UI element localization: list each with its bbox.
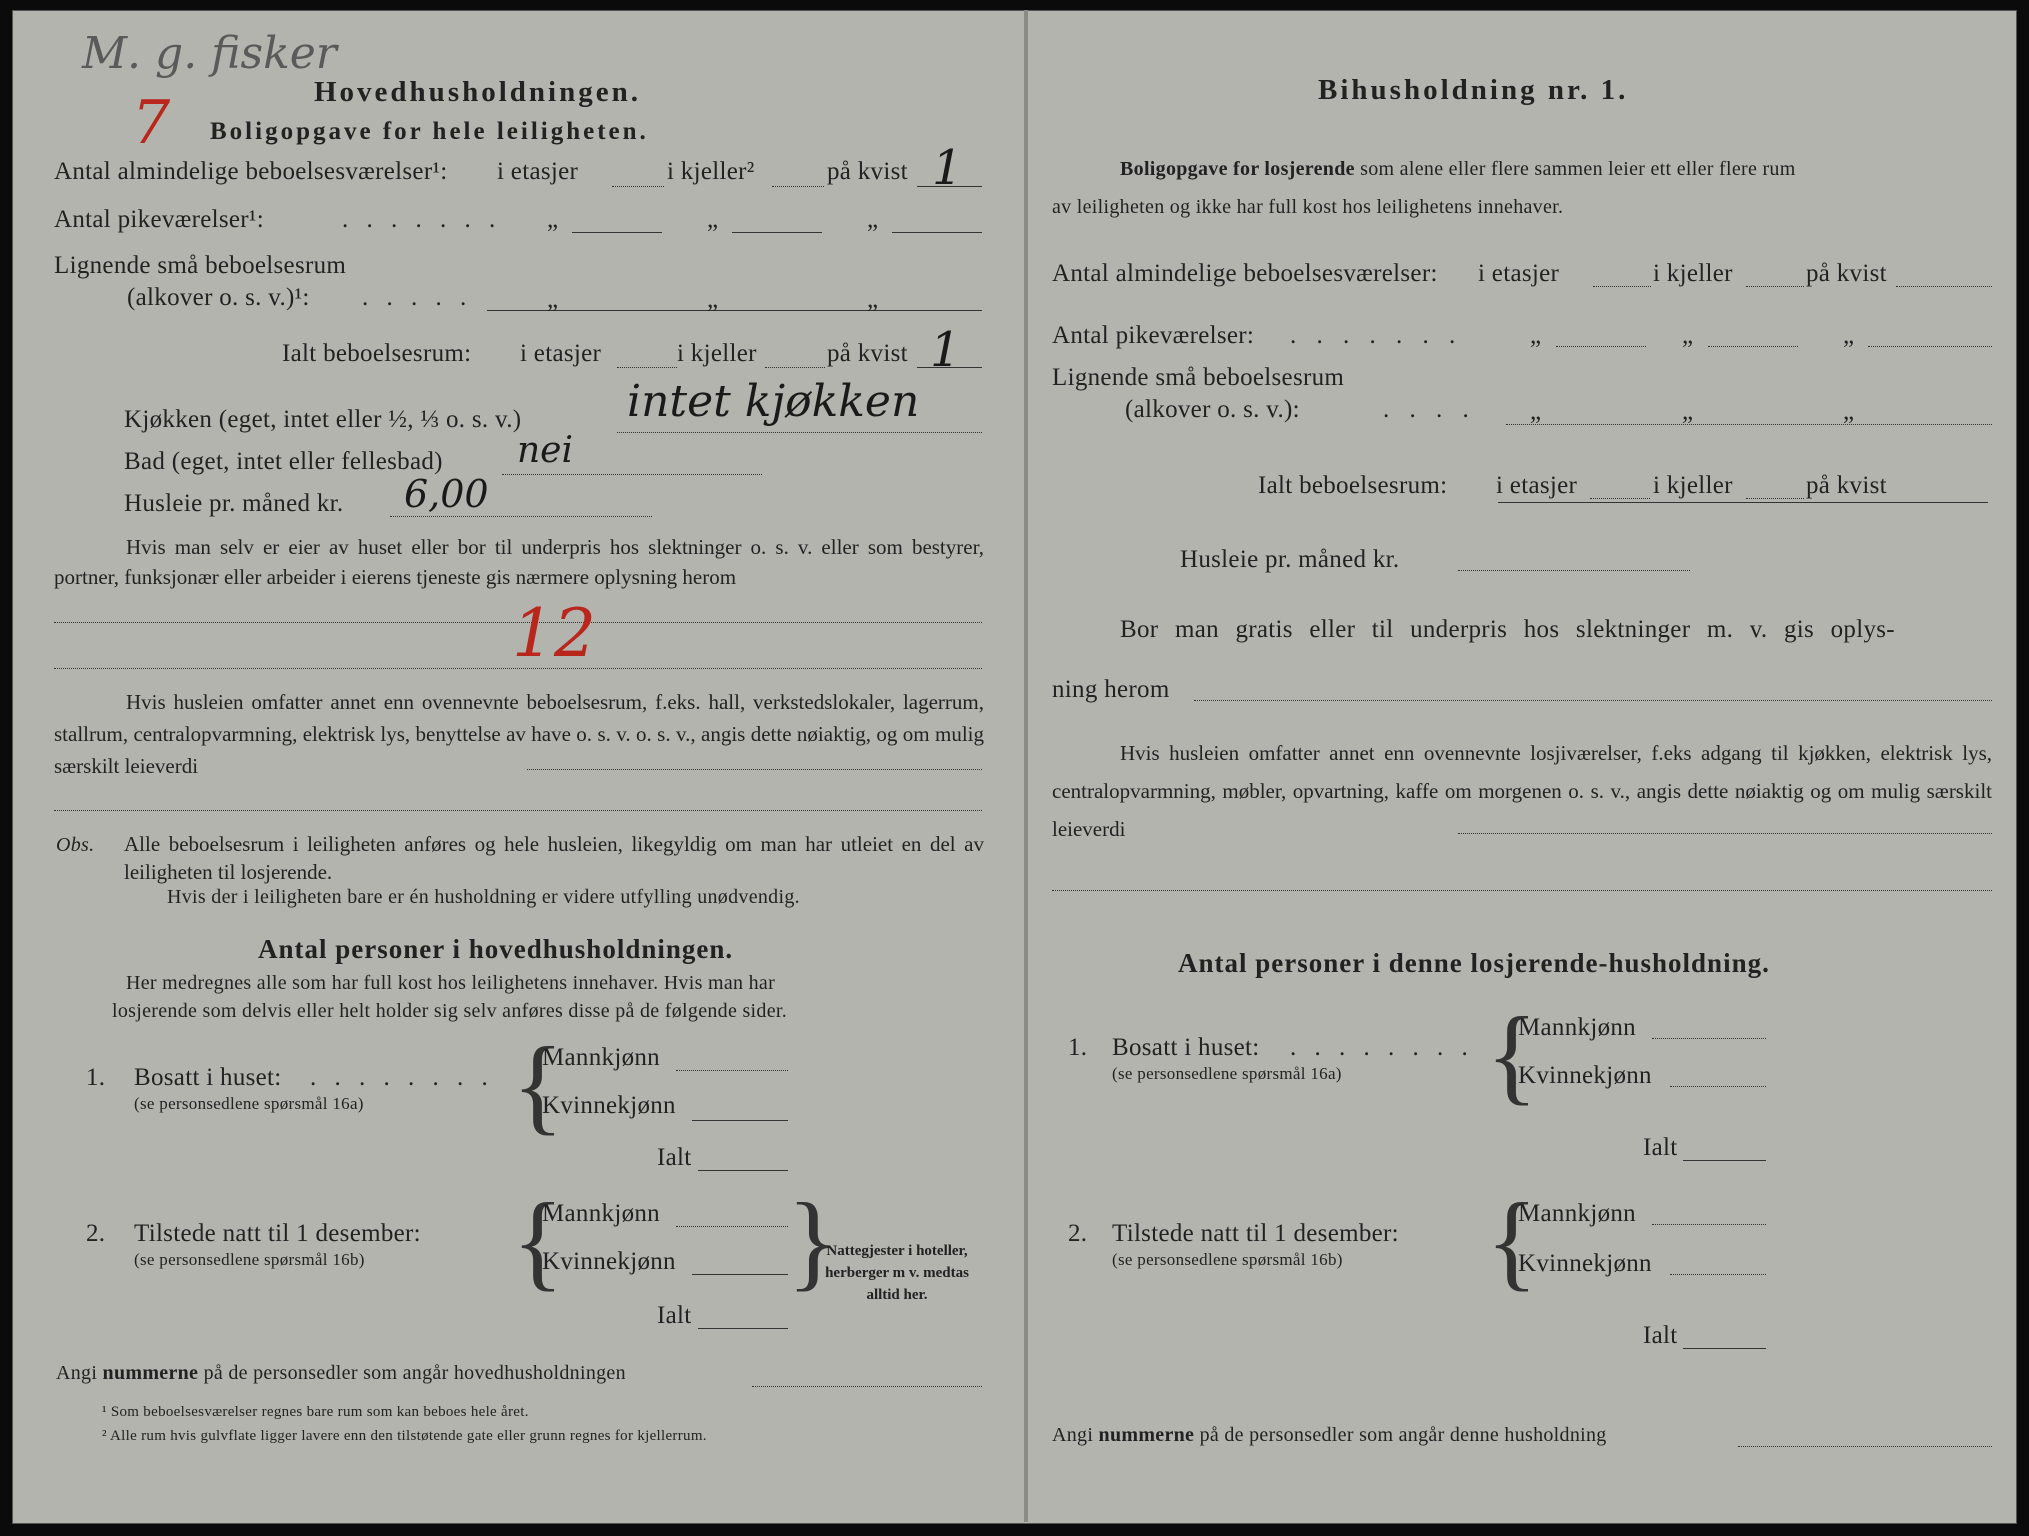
ditto-mark: „ [1843, 322, 1855, 349]
ditto-mark: „ [707, 206, 719, 233]
persons-section-title: Antal personer i hovedhusholdningen. [258, 934, 734, 964]
basement-field[interactable] [1746, 286, 1804, 287]
lodger-intro-bold: Boligopgave for losjerende [1120, 158, 1355, 180]
q1-female-field[interactable] [692, 1120, 788, 1121]
floors-field[interactable] [1593, 286, 1651, 287]
ditto-mark: „ [1682, 398, 1694, 425]
total-underline [1498, 502, 1988, 503]
rent-includes-field[interactable] [527, 769, 982, 770]
alcove-label: (alkover o. s. v.)¹: [127, 284, 310, 311]
alcove-line [487, 310, 982, 311]
question-1-label: Bosatt i huset: [134, 1064, 282, 1091]
rent-includes-instructions: Hvis husleien omfatter annet enn ovennevnte losjiværelser, f.eks adgang til kjøkken, elektrisk lys, centralopvarmning, møbler, opvartning, kaffe om morgenen o. s. v., angis dette nøiaktig og om mulig særskilt leieverdi [1052, 741, 1992, 841]
rent-field[interactable] [1458, 570, 1690, 571]
bath-field[interactable] [502, 474, 762, 475]
rent-label: Husleie pr. måned kr. [124, 490, 344, 517]
q2-total-field[interactable] [1683, 1348, 1766, 1349]
leader-dots: . . . . . . . [342, 206, 502, 233]
handwritten-rent: 6,00 [404, 472, 489, 516]
female-label: Kvinnekjønn [542, 1248, 676, 1275]
rent-includes-field-2[interactable] [54, 810, 982, 811]
total-basement-field[interactable] [1746, 498, 1804, 499]
handwritten-corner-note: M. g. fisker [82, 28, 337, 79]
left-page-hovedhusholdning [12, 10, 1024, 1522]
handwritten-bath: nei [517, 430, 574, 471]
handwritten-total-attic: 1 [930, 322, 961, 378]
kitchen-label: Kjøkken (eget, intet eller ½, ⅓ o. s. v.) [124, 406, 522, 433]
leader-dots: . . . . [1383, 396, 1476, 423]
numbers-instruction-rest: på de personsedler som angår denne husholdning [1199, 1424, 1607, 1446]
obs-text-2: Hvis der i leiligheten bare er én husholdning er videre utfylling unødvendig. [167, 886, 800, 908]
numbers-instruction-bold: nummerne [1098, 1424, 1195, 1446]
right-brace: { [787, 1182, 839, 1301]
ditto-mark: „ [547, 206, 559, 233]
question-1-number: 1. [1068, 1034, 1088, 1061]
total-floors-label: i etasjer [520, 340, 602, 367]
persons-intro-1: Her medregnes alle som har full kost hos leilighetens innehaver. Hvis man har [126, 972, 776, 994]
rent-field[interactable] [390, 516, 652, 517]
ditto-mark: „ [1530, 398, 1542, 425]
q1-male-field[interactable] [1652, 1038, 1766, 1039]
basement-label: i kjeller [1653, 260, 1733, 287]
ditto-mark: „ [547, 286, 559, 313]
question-2-label: Tilstede natt til 1 desember: [134, 1220, 421, 1247]
alcove-line [1506, 424, 1992, 425]
lodger-intro [1120, 158, 1796, 181]
free-housing-text: Bor man gratis eller til underpris hos slektninger m. v. gis oplys- [1120, 616, 1895, 643]
maid-rooms-label: Antal pikeværelser¹: [54, 206, 264, 233]
q2-male-field[interactable] [676, 1226, 788, 1227]
rent-includes-instructions: Hvis husleien omfatter annet enn ovennevnte beboelsesrum, f.eks. hall, verkstedslokaler, lagerrum, stallrum, centralopvarmning, elektrisk lys, benyttelse av have o. s. v. o. s. v., angis dette nøiaktig, og om mulig særskilt leieverdi [54, 690, 984, 778]
q1-female-field[interactable] [1670, 1086, 1766, 1087]
ditto-mark: „ [1530, 322, 1542, 349]
footnote-1: ¹ Som beboelsesværelser regnes bare rum som kan beboes hele året. [102, 1404, 529, 1420]
male-label: Mannkjønn [1518, 1200, 1636, 1227]
maid-attic-field[interactable] [892, 232, 982, 233]
maid-floors-field[interactable] [1556, 346, 1646, 347]
q1-male-field[interactable] [676, 1070, 788, 1071]
alcove-label: (alkover o. s. v.): [1125, 396, 1300, 423]
rent-includes-field[interactable] [1458, 833, 1992, 834]
total-attic-label: på kvist [827, 340, 908, 367]
free-housing-field[interactable] [1194, 700, 1992, 701]
small-rooms-label: Lignende små beboelsesrum [1052, 364, 1345, 391]
persons-section-title: Antal personer i denne losjerende-husholdning. [1178, 948, 1770, 978]
q2-female-field[interactable] [692, 1274, 788, 1275]
attic-label: på kvist [1806, 260, 1887, 287]
total-floors-label: i etasjer [1496, 472, 1578, 499]
ditto-mark: „ [867, 286, 879, 313]
question-1-sub: (se personsedlene spørsmål 16a) [134, 1094, 364, 1113]
question-2-number: 2. [86, 1220, 106, 1247]
ditto-mark: „ [1682, 322, 1694, 349]
question-1-sub: (se personsedlene spørsmål 16a) [1112, 1064, 1342, 1083]
question-1-label: Bosatt i huset: [1112, 1034, 1260, 1061]
total-basement-label: i kjeller [677, 340, 757, 367]
footnote-2: ² Alle rum hvis gulvflate ligger lavere enn den tilstøtende gate eller grunn regnes for kjellerrum. [102, 1428, 707, 1444]
male-label: Mannkjønn [542, 1200, 660, 1227]
leader-dots: . . . . . . . . [310, 1064, 494, 1091]
ditto-mark: „ [1843, 398, 1855, 425]
free-housing-text-2: ning herom [1052, 676, 1170, 703]
question-2-label: Tilstede natt til 1 desember: [1112, 1220, 1399, 1247]
left-brace: { [512, 1026, 564, 1145]
room-count-label: Antal almindelige beboelsesværelser: [1052, 260, 1438, 287]
numbers-field[interactable] [1738, 1446, 1992, 1447]
question-1-number: 1. [86, 1064, 106, 1091]
question-2-number: 2. [1068, 1220, 1088, 1247]
total-rooms-label: Ialt beboelsesrum: [1258, 472, 1448, 499]
maid-floors-field[interactable] [572, 232, 662, 233]
numbers-field[interactable] [752, 1386, 982, 1387]
right-page-bihusholdning [1028, 10, 2015, 1522]
numbers-instruction [56, 1362, 626, 1385]
leader-dots: . . . . . [362, 284, 473, 311]
q1-total-field[interactable] [698, 1170, 788, 1171]
male-label: Mannkjønn [542, 1044, 660, 1071]
left-brace: { [1486, 1182, 1538, 1301]
ditto-mark: „ [707, 286, 719, 313]
page-subtitle: Boligopgave for hele leiligheten. [210, 118, 649, 145]
obs-label: Obs. [56, 834, 95, 856]
numbers-instruction-rest: på de personsedler som angår hovedhusholdningen [203, 1362, 626, 1384]
maid-basement-field[interactable] [1708, 346, 1798, 347]
attic-field[interactable] [1896, 286, 1992, 287]
owner-instructions: Hvis man selv er eier av huset eller bor til underpris hos slektninger o. s. v. eller som bestyrer, portner, funksjonær eller arbeider i eierens tjeneste gis nærmere oplysning herom [54, 535, 984, 589]
maid-attic-field[interactable] [1868, 346, 1992, 347]
room-count-label: Antal almindelige beboelsesværelser¹: [54, 158, 448, 185]
floors-label: i etasjer [1478, 260, 1560, 287]
rent-label: Husleie pr. måned kr. [1180, 546, 1400, 573]
total-label: Ialt [657, 1302, 692, 1329]
maid-rooms-label: Antal pikeværelser: [1052, 322, 1255, 349]
total-floors-field[interactable] [617, 367, 677, 368]
question-2-sub: (se personsedlene spørsmål 16b) [1112, 1250, 1343, 1269]
night-guests-note: Nattegjester i hoteller, herberger m v. medtas alltid her. [825, 1243, 969, 1303]
persons-intro-2: losjerende som delvis eller helt holder sig selv anføres disse på de følgende sider. [112, 1000, 788, 1022]
lodger-intro-2: av leiligheten og ikke har full kost hos leilighetens innehaver. [1052, 196, 1564, 218]
handwritten-margin-number: 12 [512, 595, 596, 672]
numbers-instruction-bold: nummerne [102, 1362, 199, 1384]
floors-label: i etasjer [497, 158, 579, 185]
total-basement-label: i kjeller [1653, 472, 1733, 499]
numbers-instruction-pre: Angi [56, 1362, 98, 1384]
female-label: Kvinnekjønn [542, 1092, 676, 1119]
total-label: Ialt [657, 1144, 692, 1171]
attic-label: på kvist [827, 158, 908, 185]
total-attic-label: på kvist [1806, 472, 1887, 499]
total-floors-field[interactable] [1590, 498, 1650, 499]
maid-basement-field[interactable] [732, 232, 822, 233]
male-label: Mannkjønn [1518, 1014, 1636, 1041]
total-basement-field[interactable] [765, 367, 825, 368]
ditto-mark: „ [867, 206, 879, 233]
handwritten-household-number: 7 [132, 88, 171, 158]
q1-total-field[interactable] [1683, 1160, 1766, 1161]
q2-female-field[interactable] [1670, 1274, 1766, 1275]
page-title: Hovedhusholdningen. [314, 76, 641, 108]
bath-label: Bad (eget, intet eller fellesbad) [124, 448, 443, 475]
female-label: Kvinnekjønn [1518, 1250, 1652, 1277]
small-rooms-label: Lignende små beboelsesrum [54, 252, 347, 279]
left-brace: { [512, 1182, 564, 1301]
q2-total-field[interactable] [698, 1328, 788, 1329]
basement-field[interactable] [772, 186, 824, 187]
total-rooms-label: Ialt beboelsesrum: [282, 340, 472, 367]
left-brace: { [1486, 996, 1538, 1115]
leader-dots: . . . . . . . . [1290, 1034, 1474, 1061]
basement-label: i kjeller² [667, 158, 755, 185]
q2-male-field[interactable] [1652, 1224, 1766, 1225]
lodger-intro-rest: som alene eller flere sammen leier ett eller flere rum [1360, 158, 1796, 180]
obs-text: Alle beboelsesrum i leiligheten anføres og hele husleien, likegyldig om man har utleiet en del av leiligheten til losjerende. [124, 832, 984, 884]
female-label: Kvinnekjønn [1518, 1062, 1652, 1089]
leader-dots: . . . . . . . [1290, 322, 1463, 349]
total-label: Ialt [1643, 1322, 1678, 1349]
kitchen-field[interactable] [617, 432, 982, 433]
rent-includes-field-2[interactable] [1052, 890, 1992, 891]
handwritten-attic-count: 1 [932, 140, 963, 196]
total-label: Ialt [1643, 1134, 1678, 1161]
handwritten-kitchen: intet kjøkken [627, 376, 920, 427]
numbers-instruction [1052, 1424, 1607, 1447]
floors-field[interactable] [612, 186, 664, 187]
question-2-sub: (se personsedlene spørsmål 16b) [134, 1250, 365, 1269]
page-title: Bihusholdning nr. 1. [1318, 74, 1629, 106]
numbers-instruction-pre: Angi [1052, 1424, 1094, 1446]
